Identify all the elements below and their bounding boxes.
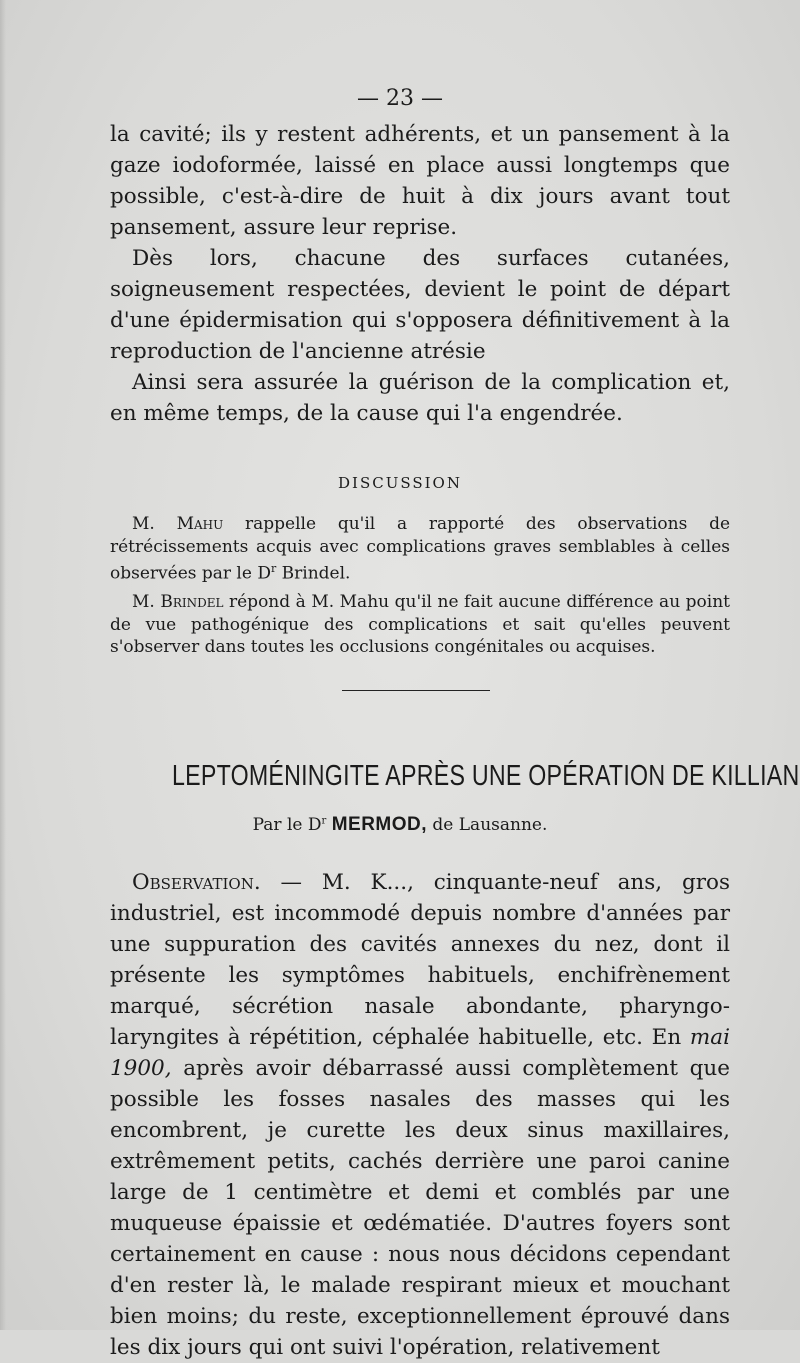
observation-paragraph (110, 867, 730, 1363)
author-name: MERMOD, (331, 814, 428, 835)
speaker-prefix: M. (132, 514, 155, 534)
observation-label: Observation. (132, 870, 261, 895)
paragraph-continuation: la cavité; ils y restent adhérents, et un pansement à la gaze iodoformée, laissé en place aussi longtemps que possible, c'est-à-dire de huit à dix jours avant tout pansement, assure leur reprise. (110, 122, 730, 240)
page-number: — 23 — (357, 86, 443, 111)
observation-text-c: centimètre et demi et comblés par une muqueuse épaissie et œdématiée. D'autres foyers sont certainement en cause : nous nous décidons cependant d'en rester là, le malade respirant mieux et mouchant bien moins; du reste, exceptionnellement éprouvé dans les dix jours qui ont suivi l'opération, relativement (110, 1180, 730, 1360)
author-location: de Lausanne. (432, 815, 548, 835)
article-title: LEPTOMÉNINGITE APRÈS UNE OPÉRATION DE KILLIAN (172, 760, 800, 792)
speaker-name-mahu: Mahu (176, 514, 224, 534)
discussion-heading: DISCUSSION (338, 474, 462, 492)
section-divider (342, 690, 490, 691)
observation-dash: — (260, 870, 322, 895)
article-byline (0, 814, 800, 836)
discussion-text-mahu: rappelle qu'il a rapporté des observations de rétrécissements acquis avec complications graves semblables à celles observées par le (110, 514, 731, 584)
paragraph-epidermisation: Dès lors, chacune des surfaces cutanées, soigneusement respectées, devient le point de départ d'une épidermisation qui s'opposera définitivement à la reproduction de l'ancienne atrésie (110, 246, 730, 364)
observation-numeral: 1 (224, 1180, 238, 1205)
speaker-name-brindel: Brindel (160, 592, 224, 613)
speaker-prefix: M. (132, 592, 155, 613)
byline-sup: r (321, 815, 327, 827)
observation-date: mai 1900, (110, 1025, 730, 1081)
discussion-text-brindel: répond à M. Mahu qu'il ne fait aucune différence au point de vue pathogénique des complications et sait qu'elles peuvent s'observer dans toutes les occlusions congénitales ou acquises. (110, 592, 730, 658)
byline-prefix: Par le D (252, 815, 322, 835)
doctor-name-brindel: Brindel. (281, 563, 351, 584)
page-edge-shadow (0, 0, 6, 1330)
discussion-paragraph-brindel (110, 591, 730, 659)
doctor-abbrev: D (257, 563, 271, 584)
discussion-block (110, 513, 730, 659)
observation-text-b: après avoir débarrassé aussi complètement que possible les fosses nasales des masses qui les encombrent, je curette les deux sinus maxillaires, extrêmement petits, cachés derrière une paroi canine large de (110, 1056, 730, 1205)
observation-block (110, 867, 730, 1363)
discussion-paragraph-mahu (110, 513, 730, 585)
paragraph-conclusion: Ainsi sera assurée la guérison de la complication et, en même temps, de la cause qui l'a engendrée. (110, 370, 730, 426)
doctor-abbrev-sup: r (270, 562, 277, 575)
top-text-block (110, 119, 730, 429)
observation-text-a: M. K..., cinquante-neuf ans, gros industriel, est incommodé depuis nombre d'années par une suppuration des cavités annexes du nez, dont il présente les symptômes habituels, enchifrènement marqué, sécrétion nasale abondante, pharyngo-laryngites à répétition, céphalée habituelle, etc. En (110, 870, 730, 1050)
